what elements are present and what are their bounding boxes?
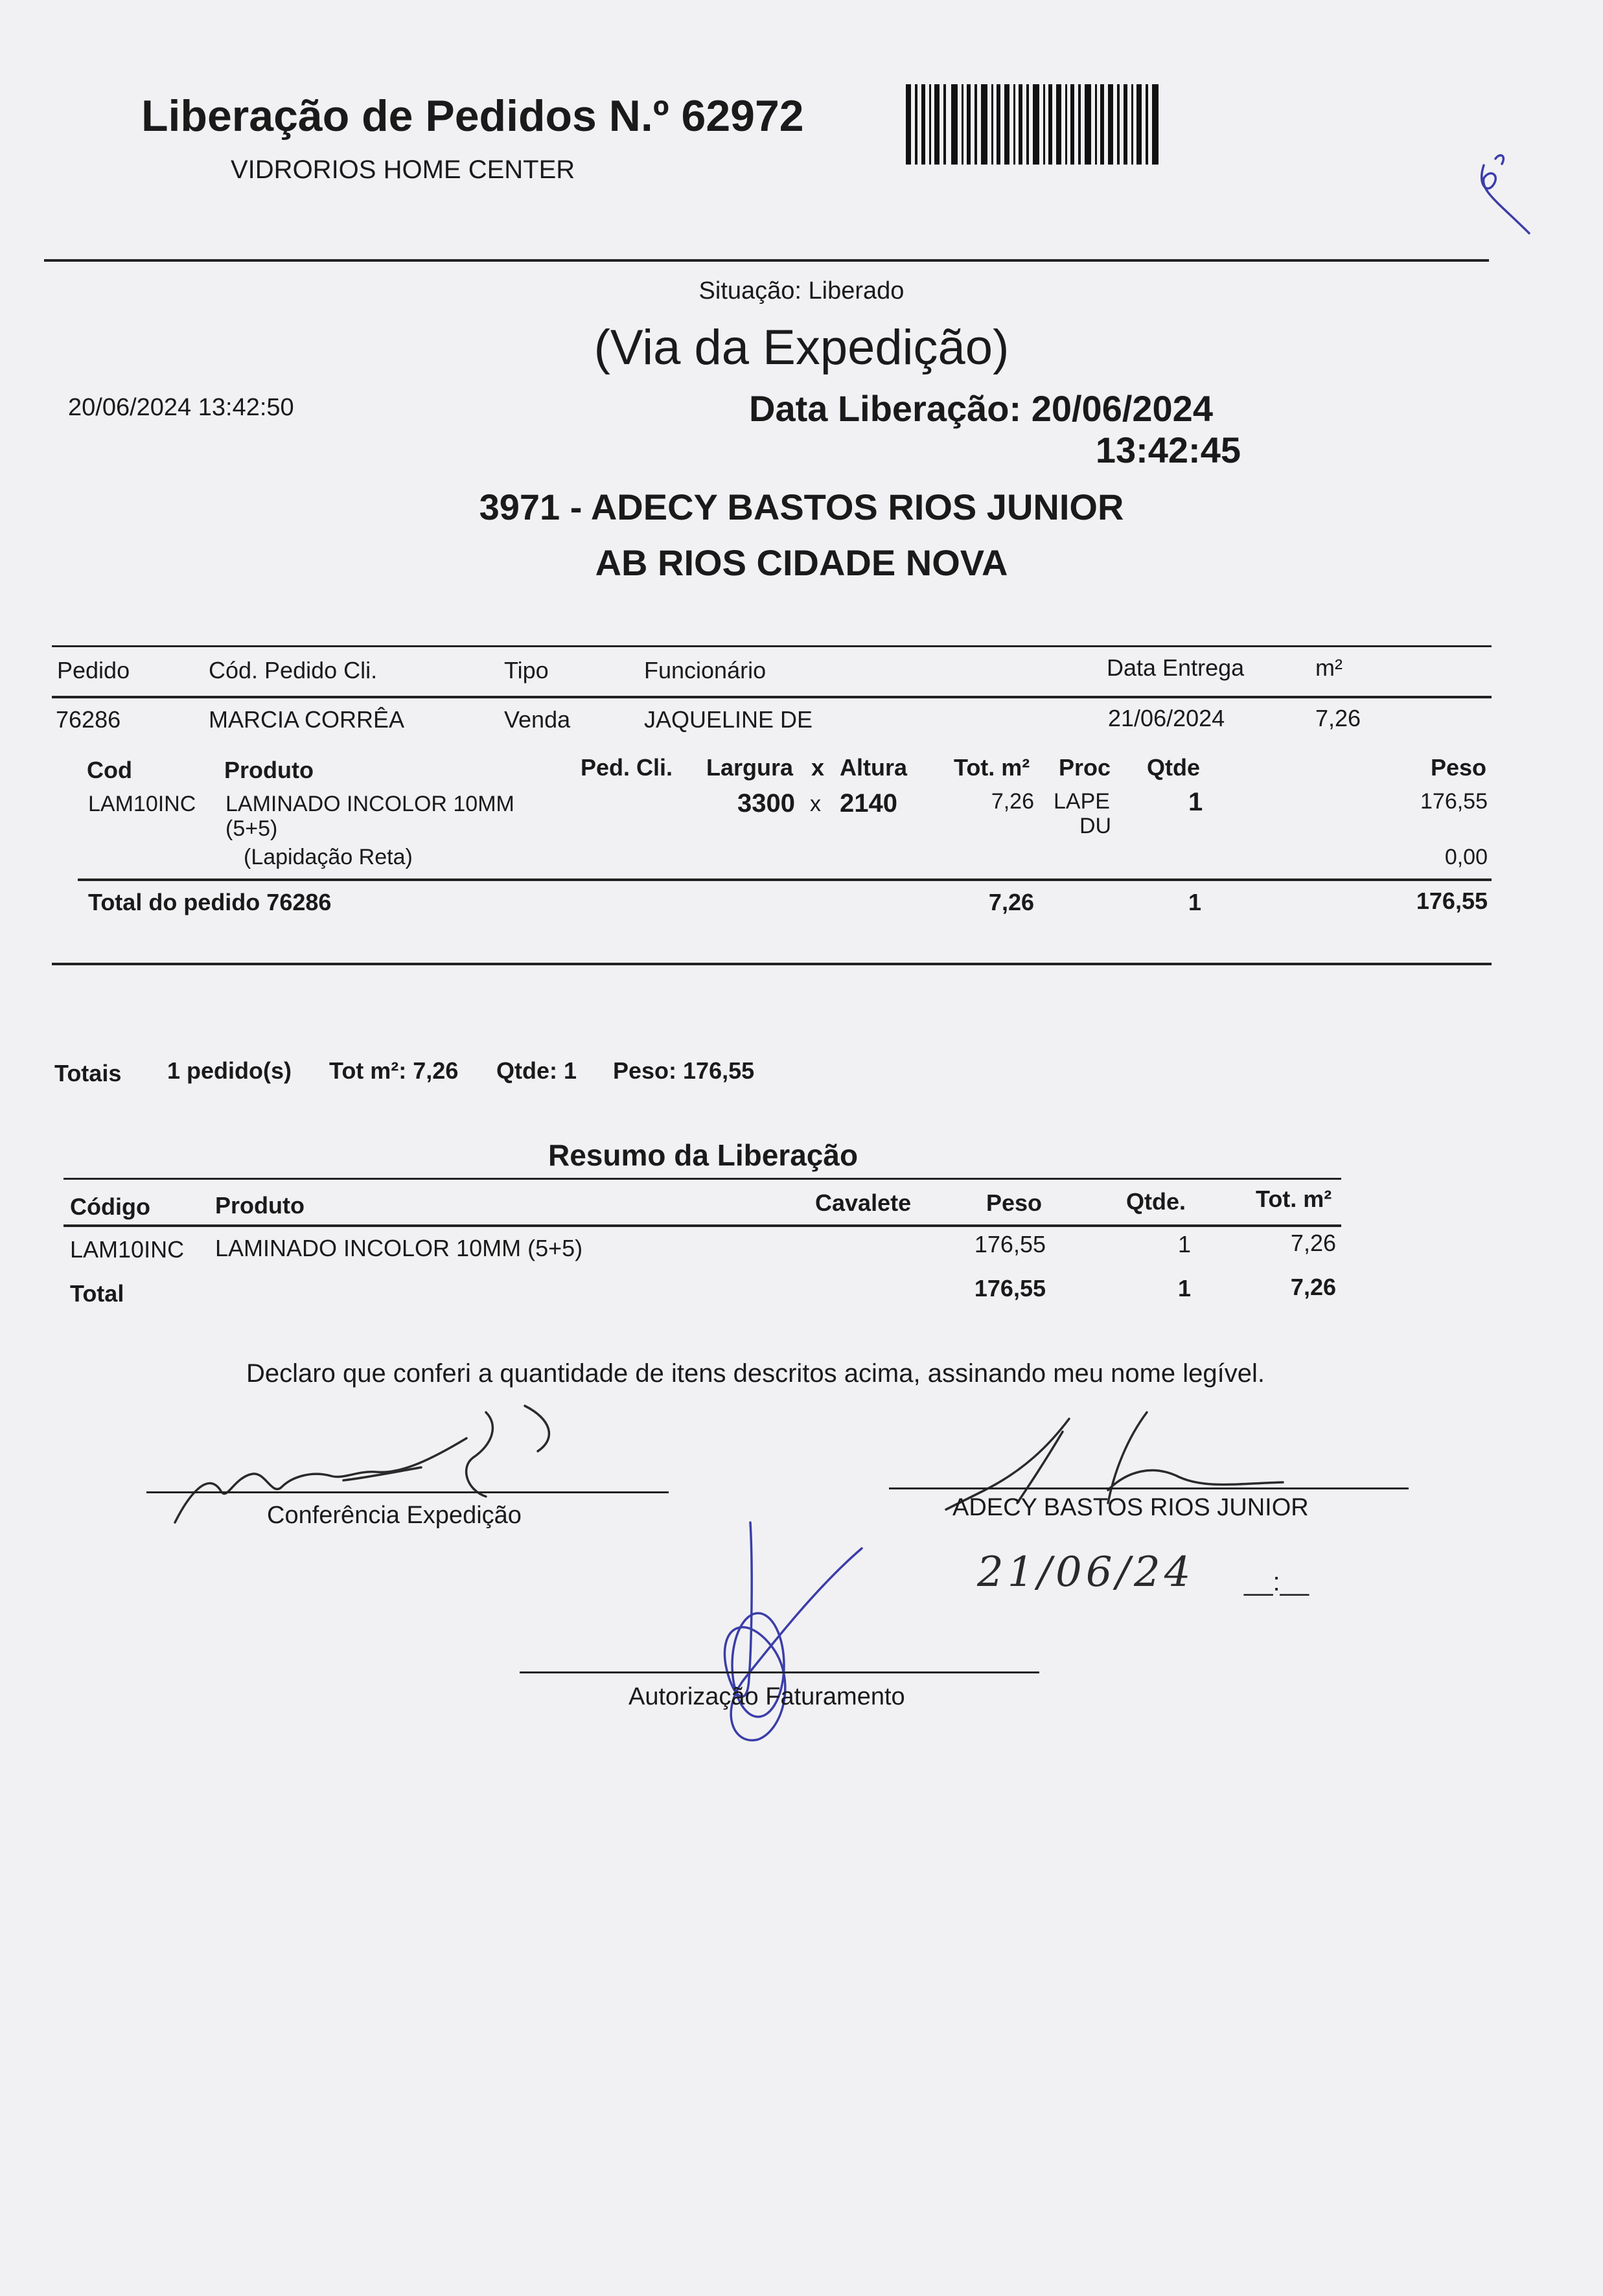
sum-tot-m2: 7,26	[1290, 1230, 1336, 1256]
order-total-qtde: 1	[1188, 889, 1202, 915]
item-largura: 3300	[737, 789, 795, 818]
col-pedido: Pedido	[57, 657, 130, 683]
order-funcionario: JAQUELINE DE	[644, 706, 813, 733]
autorizacao-signature-icon	[706, 1516, 875, 1749]
header-divider	[44, 259, 1489, 262]
item-service-peso: 0,00	[1444, 845, 1488, 869]
order-table-header-line	[52, 696, 1492, 698]
col-proc: Proc	[1059, 754, 1111, 781]
order-cod-pedido-cli: MARCIA CORRÊA	[209, 706, 405, 733]
item-proc-cont: DU	[1079, 814, 1112, 838]
totals-pedidos: 1 pedido(s)	[167, 1057, 292, 1084]
totals-label: Totais	[54, 1060, 122, 1086]
col-data-entrega: Data Entrega	[1107, 654, 1245, 681]
col-ped-cli: Ped. Cli.	[581, 754, 673, 781]
order-total-peso: 176,55	[1416, 888, 1488, 914]
sum-codigo: LAM10INC	[70, 1236, 185, 1263]
totals-m2: Tot m²: 7,26	[329, 1057, 459, 1084]
sum-col-tot-m2: Tot. m²	[1256, 1186, 1332, 1212]
col-peso: Peso	[1431, 754, 1487, 781]
order-pedido: 76286	[56, 706, 121, 733]
sum-total-label: Total	[70, 1280, 124, 1307]
col-tot-m2: Tot. m²	[954, 754, 1030, 781]
sum-col-peso: Peso	[986, 1189, 1043, 1216]
sum-total-qtde: 1	[1178, 1275, 1192, 1302]
order-data-entrega: 21/06/2024	[1108, 705, 1225, 731]
items-bottom-line	[52, 963, 1492, 965]
autorizacao-label: Autorização Faturamento	[629, 1683, 905, 1710]
sum-total-tot-m2: 7,26	[1290, 1274, 1336, 1300]
customer-store: AB RIOS CIDADE NOVA	[595, 542, 1008, 583]
sum-col-cavalete: Cavalete	[815, 1189, 912, 1216]
col-funcionario: Funcionário	[644, 657, 767, 683]
col-cod: Cod	[87, 757, 132, 783]
col-x: x	[811, 754, 825, 781]
barcode-icon	[906, 84, 1159, 165]
col-altura: Altura	[840, 754, 908, 781]
items-total-line	[78, 878, 1492, 881]
sum-col-produto: Produto	[215, 1192, 305, 1219]
autorizacao-sign-line	[520, 1671, 1039, 1673]
item-altura: 2140	[840, 789, 897, 818]
order-table-top-line	[52, 645, 1492, 647]
print-datetime: 20/06/2024 13:42:50	[68, 394, 294, 421]
item-proc: LAPE	[1054, 789, 1110, 814]
situation-text: Situação: Liberado	[698, 277, 905, 304]
customer-name-label: ADECY BASTOS RIOS JUNIOR	[952, 1494, 1309, 1521]
sum-total-peso: 176,55	[974, 1275, 1046, 1302]
item-x: x	[810, 792, 821, 816]
summary-title: Resumo da Liberação	[548, 1138, 859, 1172]
conferencia-label: Conferência Expedição	[267, 1502, 522, 1529]
document-title: Liberação de Pedidos N.º 62972	[141, 91, 804, 141]
col-qtde: Qtde	[1147, 754, 1201, 781]
item-service: (Lapidação Reta)	[244, 845, 413, 869]
item-peso: 176,55	[1420, 789, 1488, 814]
time-placeholder: __:__	[1244, 1568, 1309, 1596]
item-produto: LAMINADO INCOLOR 10MM	[225, 792, 514, 816]
summary-header-line	[63, 1224, 1341, 1227]
conferencia-sign-line	[146, 1491, 669, 1493]
item-tot-m2: 7,26	[991, 789, 1034, 814]
item-qtde: 1	[1188, 788, 1203, 816]
item-cod: LAM10INC	[88, 792, 196, 816]
order-m2: 7,26	[1315, 705, 1361, 731]
customer-name: 3971 - ADECY BASTOS RIOS JUNIOR	[479, 487, 1124, 527]
release-time: 13:42:45	[1095, 430, 1241, 470]
sum-produto: LAMINADO INCOLOR 10MM (5+5)	[215, 1235, 583, 1261]
release-date: Data Liberação: 20/06/2024	[749, 388, 1213, 429]
order-tipo: Venda	[504, 706, 571, 733]
sum-peso: 176,55	[974, 1231, 1046, 1257]
col-tipo: Tipo	[504, 657, 549, 683]
order-total-label: Total do pedido 76286	[88, 889, 332, 915]
col-cod-pedido-cli: Cód. Pedido Cli.	[209, 657, 378, 683]
sum-col-codigo: Código	[70, 1193, 150, 1220]
sum-col-qtde: Qtde.	[1126, 1188, 1186, 1215]
handwritten-date: 21/06/24	[977, 1548, 1195, 1596]
company-name: VIDRORIOS HOME CENTER	[231, 155, 575, 184]
handwritten-mark-icon	[1464, 146, 1542, 243]
col-m2: m²	[1315, 654, 1343, 681]
declaration-text: Declaro que conferi a quantidade de itens descritos acima, assinando meu nome legível.	[246, 1359, 1265, 1388]
copy-type-title: (Via da Expedição)	[594, 320, 1009, 375]
col-largura: Largura	[706, 754, 794, 781]
totals-peso: Peso: 176,55	[613, 1057, 755, 1084]
sum-qtde: 1	[1178, 1231, 1192, 1257]
col-produto: Produto	[224, 757, 314, 783]
item-produto-spec: (5+5)	[225, 816, 278, 841]
totals-qtde: Qtde: 1	[496, 1057, 577, 1084]
order-total-m2: 7,26	[988, 889, 1034, 915]
summary-top-line	[63, 1178, 1341, 1180]
customer-sign-line	[889, 1487, 1409, 1489]
